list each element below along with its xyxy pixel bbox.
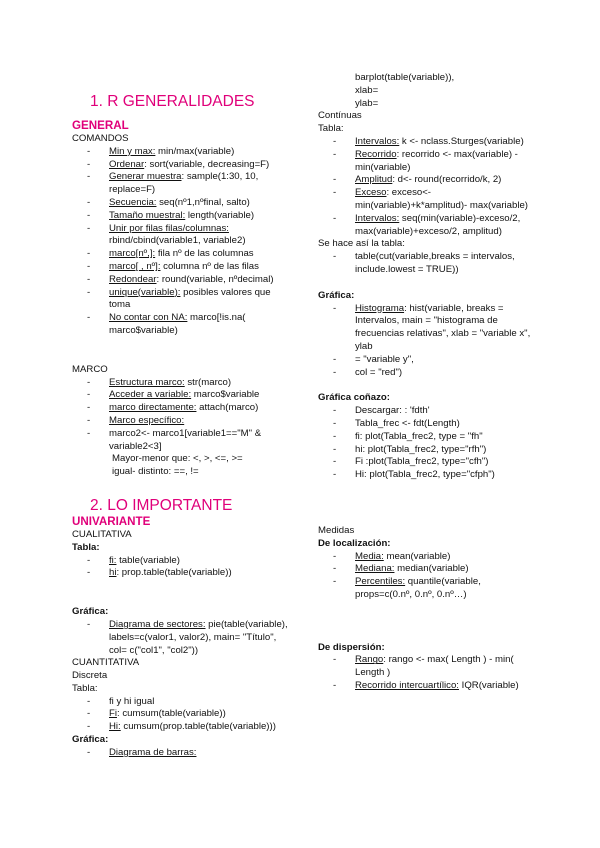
list-item-text: Fi :plot(Tabla_frec2, type="cfh") <box>355 456 489 468</box>
list-item-text: : sort(variable, decreasing=F) <box>144 158 270 170</box>
list-item-text: fi y hi igual <box>109 695 155 707</box>
continuas-tabla-list <box>318 136 533 238</box>
list-item <box>72 261 292 274</box>
list-item <box>318 405 533 418</box>
list-item-text: fila nº de las columnas <box>155 248 254 260</box>
label-medidas: Medidas <box>318 524 355 536</box>
list-item <box>318 456 533 469</box>
list-item <box>318 251 533 277</box>
list-item-text: marco2<- marco1[variable1=="M" & variable2<3] <box>109 427 262 452</box>
list-item-term: Recorrido intercuartílico: <box>355 680 459 692</box>
list-item <box>318 654 533 680</box>
list-item-term: marco[ , nº]: <box>109 260 161 272</box>
list-item-text: : hist(variable, breaks = Intervalos, main = "histograma de frecuencias relativas", xlab = "variable x", ylab <box>355 302 531 352</box>
cualitativa-grafica-list <box>72 619 292 657</box>
cualitativa-tabla-list <box>72 555 292 581</box>
list-item-term: Tamaño muestral: <box>109 209 186 221</box>
label-discreta: Discreta <box>72 670 108 682</box>
section-title-generalidades: 1. R GENERALIDADES <box>90 93 255 110</box>
label-grafica-conazo: Gráfica coñazo: <box>318 392 390 404</box>
barplot-line-2: xlab= <box>355 84 379 96</box>
list-item <box>318 563 533 576</box>
list-item <box>318 174 533 187</box>
list-item-text: attach(marco) <box>196 402 259 414</box>
list-item-text: posibles valores que toma <box>109 286 271 311</box>
list-item <box>72 619 292 657</box>
list-item-text: Hi: plot(Tabla_frec2, type="cfph") <box>355 469 495 481</box>
label-grafica: Gráfica: <box>72 606 109 618</box>
list-item <box>318 367 533 380</box>
heading-univariante: UNIVARIANTE <box>72 514 151 528</box>
list-item-term: Media: <box>355 550 384 562</box>
list-item <box>72 402 292 415</box>
list-item-text: : cumsum(table(variable)) <box>117 708 226 720</box>
list-item-term: fi: <box>109 554 117 566</box>
label-marco: MARCO <box>72 363 108 375</box>
continuas-grafica-list <box>318 303 533 380</box>
list-item-text: : d<- round(recorrido/k, 2) <box>392 174 502 186</box>
label-tabla: Tabla: <box>72 541 100 553</box>
list-item-text: quantile(variable, props=c(0.nº, 0.nº, 0.nº…) <box>355 576 481 600</box>
mayor-menor-text: Mayor-menor que: <, >, <=, >= <box>112 453 243 465</box>
barplot-line-1: barplot(table(variable)), <box>355 72 455 83</box>
list-item <box>72 312 292 338</box>
list-item <box>72 696 292 709</box>
localizacion-list <box>318 551 533 602</box>
list-item-term: Diagrama de sectores: <box>109 618 206 630</box>
list-item-text: : exceso<- min(variable)+k*amplitud)- max(variable) <box>355 187 529 211</box>
list-item <box>318 303 533 354</box>
list-item-term: Marco específico: <box>109 414 185 426</box>
discreta-tabla-list <box>72 696 292 734</box>
list-item-term: Generar muestra <box>109 171 182 183</box>
list-item <box>72 567 292 580</box>
list-item-text: str(marco) <box>184 376 232 388</box>
list-item-term: unique(variable): <box>109 286 181 298</box>
list-item-text: hi: plot(Tabla_frec2, type="rfh") <box>355 443 487 455</box>
list-item-term: Percentiles: <box>355 576 406 588</box>
list-item-text: marco[!is.na( marco$variable) <box>109 312 246 336</box>
list-item <box>72 248 292 261</box>
right-column <box>318 72 533 693</box>
list-item <box>72 159 292 172</box>
list-item <box>318 551 533 564</box>
list-item-text: rbind/cbind(variable1, variable2) <box>109 235 246 247</box>
list-item <box>318 444 533 457</box>
list-item <box>72 428 292 454</box>
list-item-term: Estructura marco: <box>109 376 185 388</box>
list-item-text: columna nº de las filas <box>160 260 259 272</box>
heading-general: GENERAL <box>72 119 129 132</box>
igual-distinto-text: igual- distinto: ==, != <box>112 466 199 478</box>
list-item-text: seq(min(variable)-exceso/2, max(variable)+exceso/2, amplitud) <box>355 212 521 237</box>
list-item-text: cumsum(prop.table(table(variable))) <box>120 721 276 733</box>
list-item-text: pie(table(variable), labels=c(valor1, valor2), main= "Título", col= c("col1", "col2")) <box>109 618 288 656</box>
list-item-term: Intervalos: <box>355 212 400 224</box>
comandos-list <box>72 146 292 338</box>
list-item-term: Recorrido <box>355 148 397 160</box>
list-item-text: : recorrido <- max(variable) - min(variable) <box>355 148 518 173</box>
barplot-line-3: ylab= <box>355 97 379 109</box>
list-item <box>318 136 533 149</box>
list-item-text: table(variable) <box>116 554 180 566</box>
list-item <box>318 187 533 213</box>
label-tabla-discreta: Tabla: <box>72 682 98 694</box>
list-item-term: Rango <box>355 654 384 666</box>
list-item-term: Amplitud <box>355 174 393 186</box>
list-item-term: Histograma <box>355 302 405 314</box>
list-item-text: Tabla_frec <- fdt(Length) <box>355 417 460 429</box>
list-item-text: Descargar: : 'fdth' <box>355 405 430 417</box>
label-grafica-discreta: Gráfica: <box>72 734 109 746</box>
label-tabla-continuas: Tabla: <box>318 123 344 135</box>
list-item <box>72 223 292 249</box>
list-item-text: : round(variable, nºdecimal) <box>156 273 274 285</box>
list-item-text: : prop.table(table(variable)) <box>116 567 232 579</box>
list-item <box>318 418 533 431</box>
list-item-term: Exceso <box>355 187 387 199</box>
list-item-text: IQR(variable) <box>458 680 519 692</box>
list-item-term: No contar con NA: <box>109 312 188 324</box>
list-item-term: Hi: <box>109 721 121 733</box>
list-item-term: Min y max: <box>109 145 156 157</box>
label-dispersion: De dispersión: <box>318 641 385 653</box>
list-item-text: seq(nº1,nºfinal, salto) <box>156 196 250 208</box>
list-item <box>318 149 533 175</box>
list-item <box>72 389 292 402</box>
list-item <box>72 377 292 390</box>
list-item-term: Mediana: <box>355 563 395 575</box>
list-item <box>72 197 292 210</box>
marco-list <box>72 377 292 454</box>
list-item-text: : sample(1:30, 10, replace=F) <box>109 171 259 196</box>
list-item <box>72 171 292 197</box>
list-item <box>318 354 533 367</box>
se-hace-list <box>318 251 533 277</box>
label-cualitativa: CUALITATIVA <box>72 528 132 540</box>
left-column <box>72 93 292 760</box>
list-item-term: Ordenar <box>109 158 145 170</box>
list-item <box>72 210 292 223</box>
list-item-text: mean(variable) <box>383 550 451 562</box>
list-item-term: marco directamente: <box>109 402 197 414</box>
list-item <box>72 287 292 313</box>
label-grafica-continuas: Gráfica: <box>318 289 355 301</box>
label-continuas: Contínuas <box>318 110 362 122</box>
list-item-term: Acceder a variable: <box>109 389 192 401</box>
list-item-term: Secuencia: <box>109 196 157 208</box>
list-item-term: Diagrama de barras: <box>109 746 197 758</box>
discreta-grafica-list <box>72 747 292 760</box>
label-localizacion: De localización: <box>318 537 391 549</box>
list-item <box>318 680 533 693</box>
list-item-term: hi <box>109 567 117 579</box>
label-se-hace: Se hace así la tabla: <box>318 238 405 250</box>
list-item <box>72 415 292 428</box>
list-item <box>318 213 533 239</box>
list-item-text: median(variable) <box>394 563 469 575</box>
label-comandos: COMANDOS <box>72 133 129 144</box>
list-item-text: col = "red") <box>355 366 403 378</box>
list-item <box>72 274 292 287</box>
list-item <box>72 747 292 760</box>
list-item-text: k <- nclass.Sturges(variable) <box>399 135 524 147</box>
list-item-text: marco$variable <box>191 389 260 401</box>
list-item-text: table(cut(variable,breaks = intervalos, include.lowest = TRUE)) <box>355 251 515 275</box>
list-item-term: Redondear <box>109 273 157 285</box>
list-item-term: Intervalos: <box>355 135 400 147</box>
dispersion-list <box>318 654 533 692</box>
list-item-term: marco[nº,]: <box>109 248 156 260</box>
list-item-text: fi: plot(Tabla_frec2, type = "fh" <box>355 430 483 442</box>
conazo-list <box>318 405 533 482</box>
section-title-importante: 2. LO IMPORTANTE <box>90 496 233 514</box>
list-item-term: Fi <box>109 708 117 720</box>
list-item-text: : rango <- max( Length ) - min( Length ) <box>355 654 514 679</box>
list-item <box>318 431 533 444</box>
list-item <box>72 146 292 159</box>
list-item <box>72 555 292 568</box>
list-item-text: length(variable) <box>185 209 255 221</box>
list-item <box>318 576 533 602</box>
list-item <box>318 469 533 482</box>
list-item-term: Unir por filas filas/columnas: <box>109 222 229 234</box>
list-item-text: min/max(variable) <box>155 145 235 157</box>
label-cuantitativa: CUANTITATIVA <box>72 657 140 669</box>
list-item <box>72 708 292 721</box>
list-item <box>72 721 292 734</box>
list-item-text: = "variable y", <box>355 353 414 365</box>
